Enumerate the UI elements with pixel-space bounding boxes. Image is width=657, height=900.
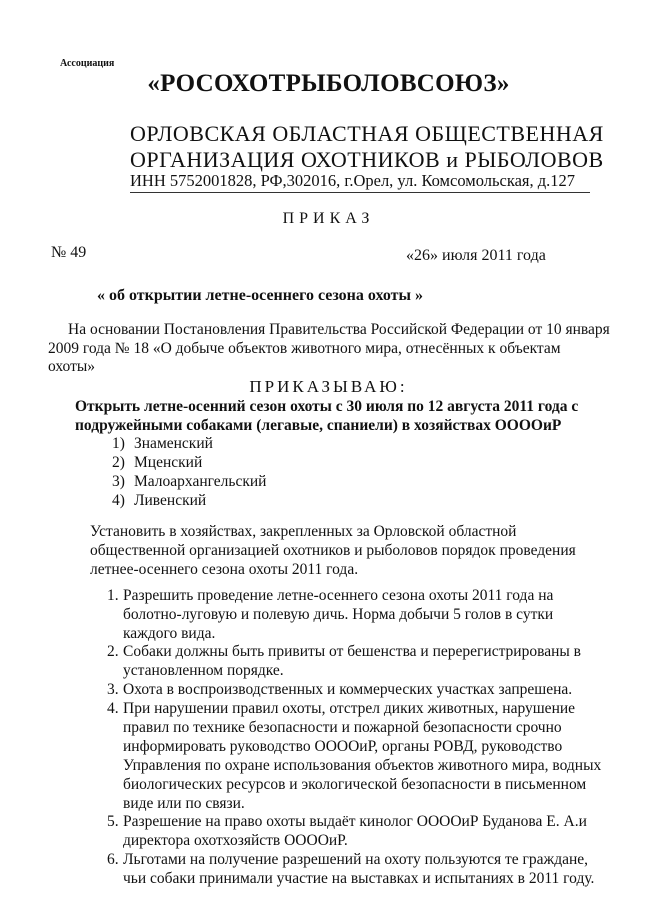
order-date: «26» июля 2011 года [406, 247, 546, 264]
farm-list-item [112, 454, 202, 472]
rule-number: 5. [107, 813, 119, 830]
rule-number: 2. [107, 643, 119, 660]
farm-name: Мценский [134, 454, 203, 471]
farm-number: 3) [112, 473, 125, 490]
establish-line-1: Установить в хозяйствах, закрепленных за Орловской областной [90, 523, 517, 540]
farm-list-item [112, 492, 206, 510]
rule-text-line: директора охотхозяйств ООООиР. [123, 832, 348, 849]
rule-text-line: болотно-луговую и полевую дичь. Норма добычи 5 голов в сутки [123, 606, 554, 623]
organization-requisites: ИНН 5752001828, РФ,302016, г.Орел, ул. Комсомольская, д.127 [130, 171, 576, 190]
farm-name: Знаменский [134, 435, 213, 452]
establish-line-2: общественной организацией охотников и рыболовов порядок проведения [90, 542, 576, 559]
order-number: № 49 [51, 244, 87, 261]
basis-line-1: На основании Постановления Правительства Российской Федерации от 10 января [68, 321, 610, 338]
federation-name: «РОСОХОТРЫБОЛОВСОЮЗ» [147, 70, 510, 97]
rule-text-line: Собаки должны быть привиты от бешенства и перерегистрированы в [123, 643, 581, 660]
farm-list-item [112, 435, 213, 453]
farm-name: Малоархангельский [134, 473, 267, 490]
rule-text-line: каждого вида. [123, 625, 216, 642]
rule-number: 1. [107, 587, 119, 604]
decree-line-1: Открыть летне-осенний сезон охоты с 30 июля по 12 августа 2011 года с [75, 398, 579, 415]
farm-number: 4) [112, 492, 125, 509]
rule-number: 4. [107, 700, 119, 717]
rule-text-line: Разрешить проведение летне-осеннего сезона охоты 2011 года на [123, 587, 554, 604]
header-divider [130, 192, 590, 193]
association-label: Ассоциация [60, 58, 115, 69]
farm-list-item [112, 473, 266, 491]
rule-text-line: При нарушении правил охоты, отстрел диких животных, нарушение [123, 700, 576, 717]
rule-text-line: биологических ресурсов и экологической безопасности в письменном [123, 776, 587, 793]
basis-line-2: 2009 года № 18 «О добыче объектов животного мира, отнесённых к объектам [48, 340, 561, 357]
decree-heading: ПРИКАЗЫВАЮ: [249, 377, 408, 396]
rule-text-line: Охота в воспроизводственных и коммерческих участках запрешена. [123, 681, 573, 698]
farm-name: Ливенский [134, 492, 207, 509]
rule-text-line: информировать руководство ООООиР, органы РОВД, руководство [123, 738, 563, 755]
rule-text-line: чьи собаки принимали участие на выставках и испытаниях в 2011 году. [123, 870, 595, 887]
rule-text-line: установленном порядке. [123, 662, 284, 679]
rule-text-line: Разрешение на право охоты выдаёт кинолог ООООиР Буданова Е. А.и [123, 813, 587, 830]
order-title: ПРИКАЗ [282, 210, 375, 227]
rule-number: 6. [107, 851, 119, 868]
decree-line-2: подружейными собаками (легавые, спаниели) в хозяйствах ООООиР [75, 417, 562, 434]
rule-text-line: виде или по связи. [123, 795, 245, 812]
basis-line-3: охоты» [48, 358, 96, 375]
rule-number: 3. [107, 681, 119, 698]
rule-text-line: Льготами на получение разрешений на охоту пользуются те граждане, [123, 851, 589, 868]
rule-text-line: правил по технике безопасности и пожарной безопасности срочно [123, 719, 562, 736]
farm-number: 2) [112, 454, 125, 471]
establish-line-3: летнее-осеннего сезона охоты 2011 года. [90, 561, 359, 578]
farm-number: 1) [112, 435, 125, 452]
organization-name-line-1: ОРЛОВСКАЯ ОБЛАСТНАЯ ОБЩЕСТВЕННАЯ [130, 121, 604, 146]
order-subject: « об открытии летне-осеннего сезона охоты » [97, 287, 424, 304]
organization-name-line-2: ОРГАНИЗАЦИЯ ОХОТНИКОВ и РЫБОЛОВОВ [130, 147, 604, 172]
rule-text-line: Управления по охране использования объектов животного мира, водных [123, 757, 602, 774]
